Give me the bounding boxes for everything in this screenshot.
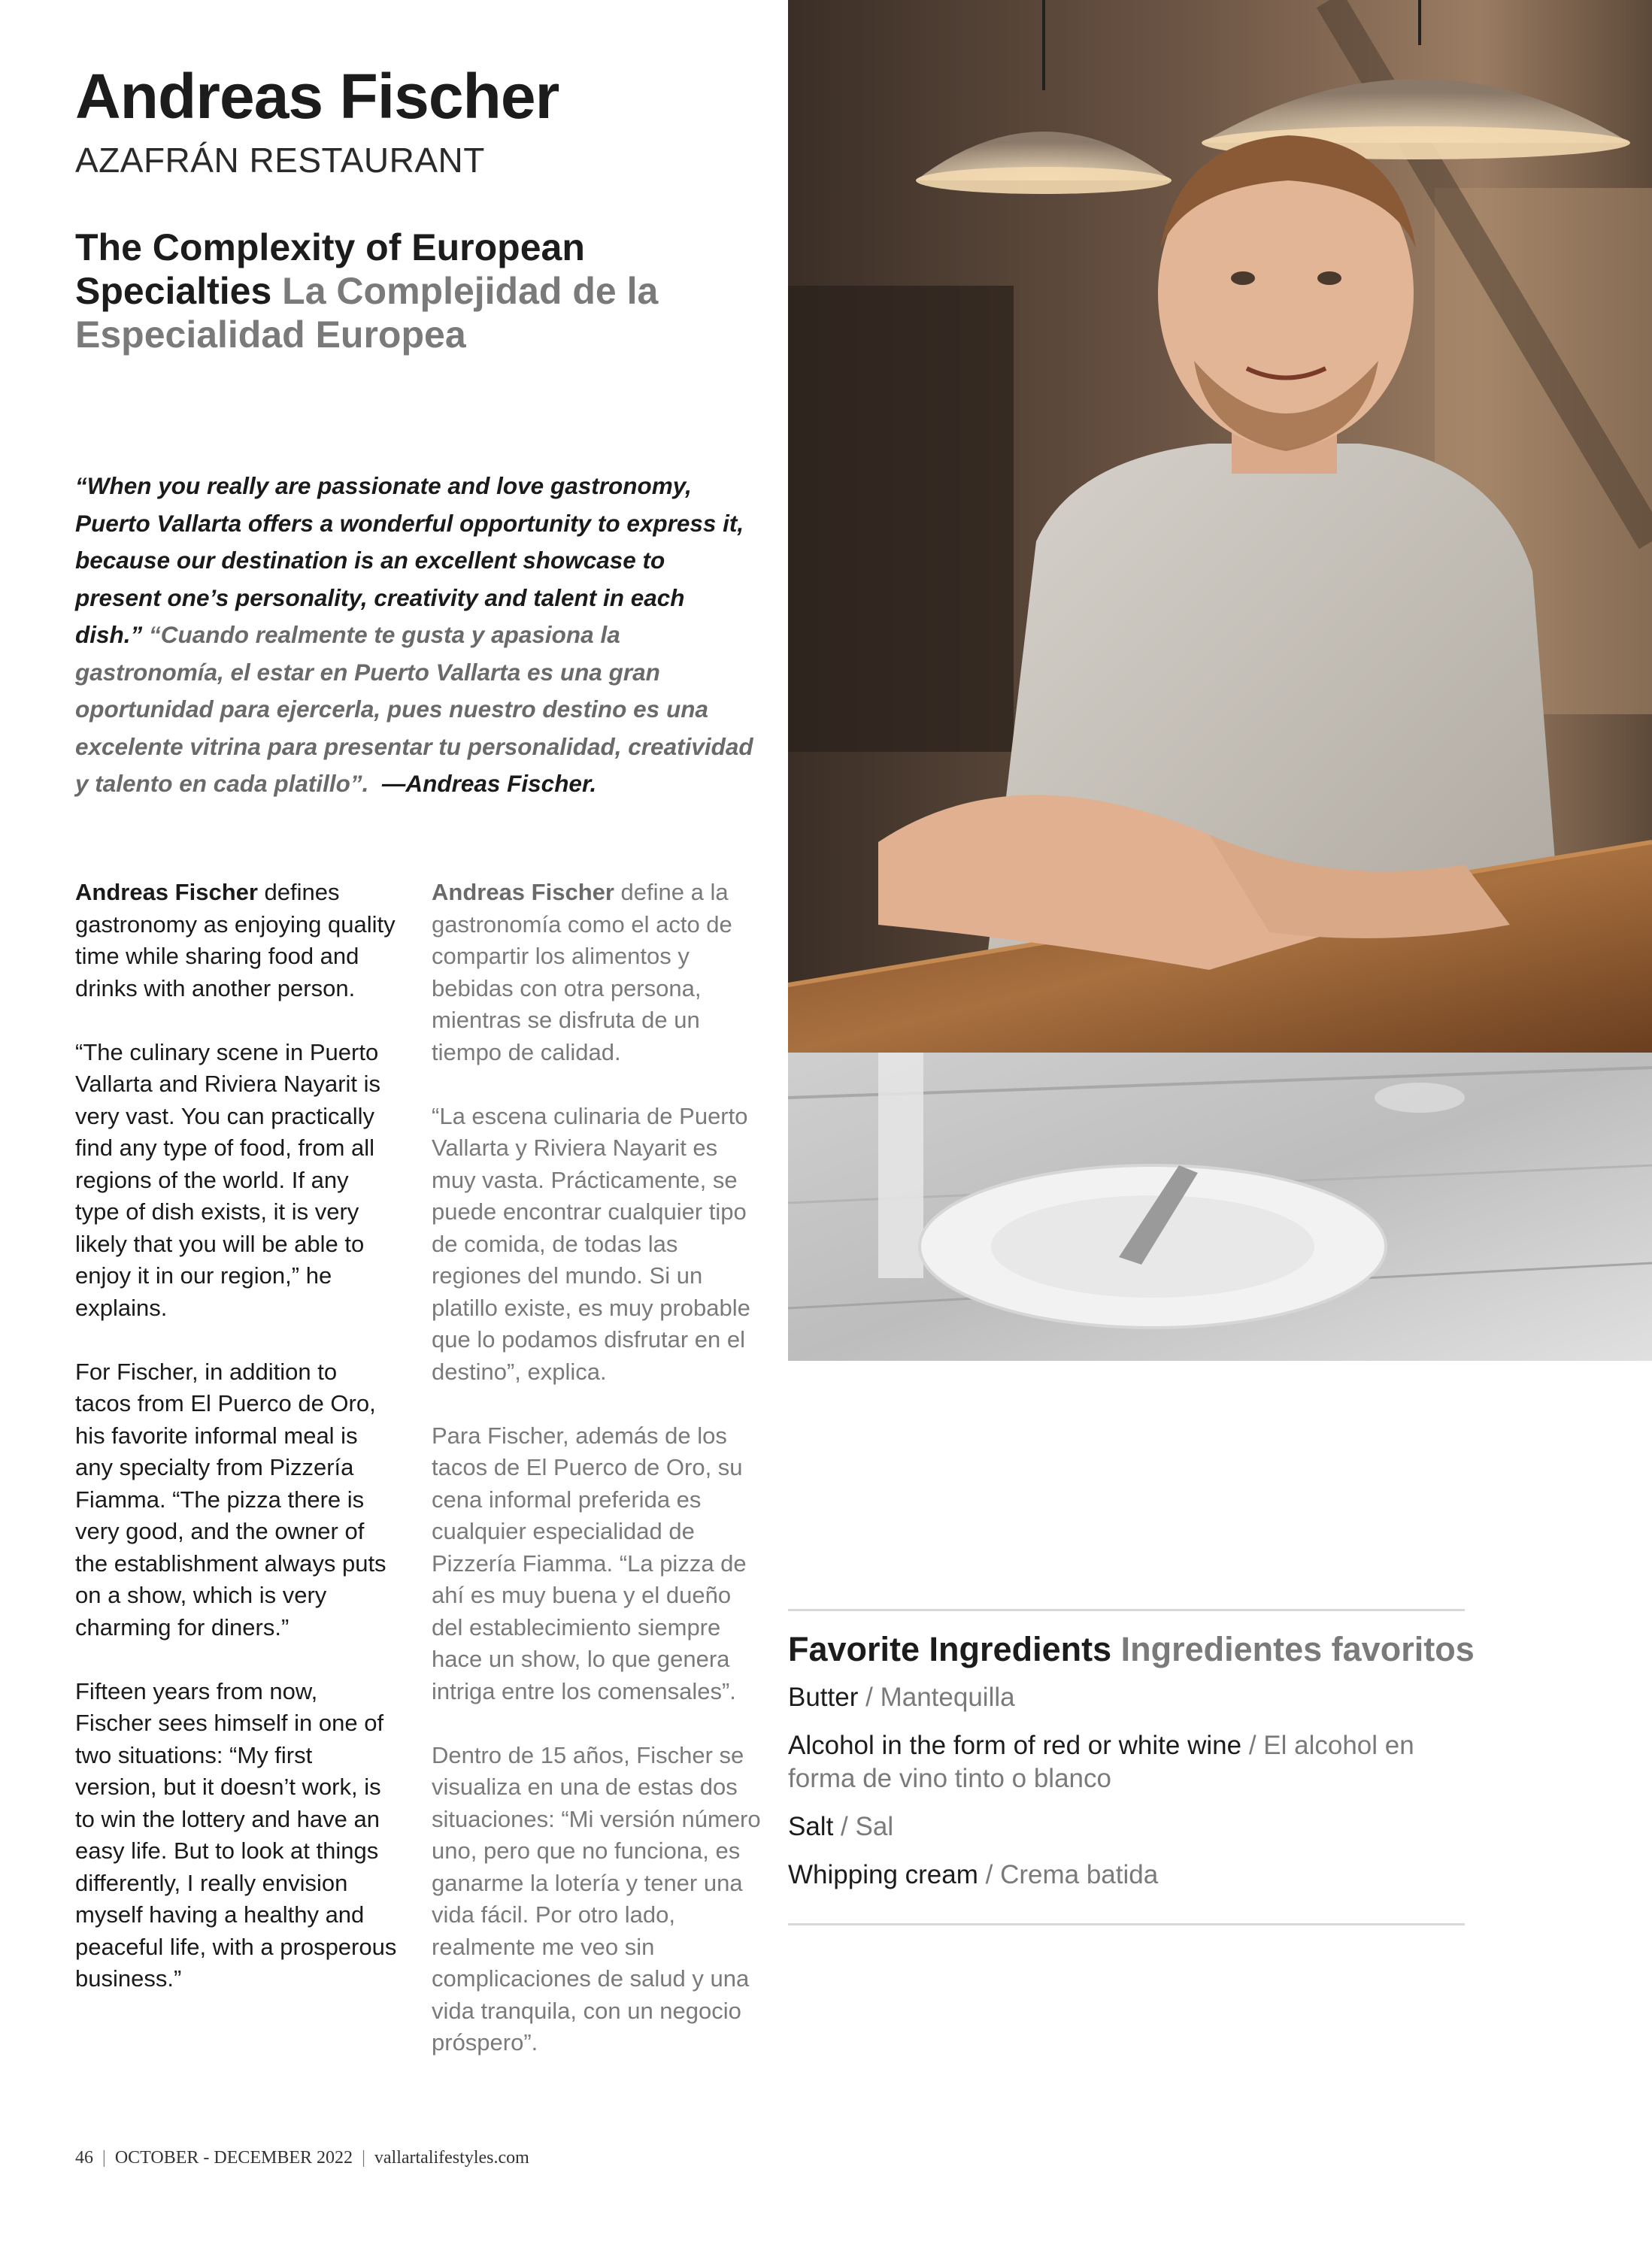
paragraph: Andreas Fischer defines gastronomy as enjoying quality time while sharing food and drinks with another person. — [75, 879, 396, 1001]
paragraph: “La escena culinaria de Puerto Vallarta y Riviera Nayarit es muy vasta. Prácticamente, se puede encontrar cualquier tipo de comida, de todas las regiones del mundo. Si un platillo existe, es muy probable que lo podamos disfrutar en el destino”, explica. — [432, 1102, 750, 1385]
chef-name-inline: Andreas Fischer — [75, 879, 258, 905]
pull-quote — [75, 468, 756, 803]
chef-name: Andreas Fischer — [75, 61, 559, 132]
favorites-title-en: Favorite Ingredients — [788, 1630, 1112, 1668]
paragraph: For Fischer, in addition to tacos from El Puerco de Oro, his favorite informal meal is any specialty from Pizzería Fiamma. “The pizza there is very good, and the owner of the establishment always puts on a show, which is very charming for diners.” — [75, 1358, 386, 1641]
divider-top — [788, 1609, 1465, 1611]
ingredient-item: Butter / Mantequilla — [788, 1683, 1015, 1712]
favorite-ingredients-title — [788, 1630, 1475, 1669]
quote-es: “Cuando realmente te gusta y apasiona la gastronomía, el estar en Puerto Vallarta es una gran oportunidad para ejercerla, pues nuestro destino es una excelente vitrina para presentar tu personalidad, creatividad y talento en cada platillo”. — [75, 621, 753, 797]
page-number: 46 — [75, 2148, 93, 2168]
restaurant-name: AZAFRÁN RESTAURANT — [75, 141, 485, 180]
ingredient-item: Alcohol in the form of red or white wine / El alcohol en forma de vino tinto o blanco — [788, 1731, 1414, 1793]
issue-date: OCTOBER - DECEMBER 2022 — [114, 2148, 353, 2168]
paragraph: Andreas Fischer define a la gastronomía como el acto de compartir los alimentos y bebidas con otra persona, mientras se disfruta de un tiempo de calidad. — [432, 879, 732, 1065]
body-column-spanish — [432, 877, 762, 2091]
paragraph: “The culinary scene in Puerto Vallarta and Riviera Nayarit is very vast. You can practically find any type of food, from all regions of the world. If any type of dish exists, it is very likely that you will be able to enjoy it in our region,” he explains. — [75, 1038, 381, 1321]
table-plate-photo — [788, 1053, 1652, 1361]
title-es: La Complejidad de la Especialidad Europea — [75, 270, 659, 356]
favorites-title-es: Ingredientes favoritos — [1120, 1630, 1475, 1668]
chef-portrait-photo — [788, 0, 1652, 1053]
article-title — [75, 226, 737, 356]
paragraph: Para Fischer, además de los tacos de El Puerco de Oro, su cena informal preferida es cualquier especialidad de Pizzería Fiamma. “La pizza de ahí es muy buena y el dueño del establecimiento siempre hace un show, lo que genera intriga entre los comensales”. — [432, 1422, 747, 1704]
paragraph: Fifteen years from now, Fischer sees himself in one of two situations: “My first version, but it doesn’t work, is to win the lottery and have an easy life. But to look at things differently, I really envision myself having a healthy and peaceful life, with a prosperous business.” — [75, 1677, 397, 1992]
website-link[interactable]: vallartalifestyles.com — [374, 2148, 529, 2168]
ingredient-item: Salt / Sal — [788, 1812, 894, 1841]
quote-en: “When you really are passionate and love gastronomy, Puerto Vallarta offers a wonderful opportunity to express it, because our destination is an excellent showcase to present one’s personality, creativity and talent in each dish.” — [75, 472, 744, 648]
body-column-english — [75, 877, 399, 2027]
title-en: The Complexity of European Specialties — [75, 226, 585, 312]
paragraph: Dentro de 15 años, Fischer se visualiza en una de estas dos situaciones: “Mi versión número uno, pero que no funciona, es ganarme la lotería y tener una vida fácil. Por otro lado, realmente me veo sin complicaciones de salud y una vida tranquila, con un negocio próspero”. — [432, 1741, 761, 2056]
divider-bottom — [788, 1923, 1465, 1925]
ingredient-item: Whipping cream / Crema batida — [788, 1860, 1159, 1889]
ingredient-list — [788, 1681, 1465, 1907]
page-footer: 46 | OCTOBER - DECEMBER 2022 | vallartalifestyles.com — [75, 2148, 529, 2168]
chef-name-inline: Andreas Fischer — [432, 879, 614, 905]
quote-attribution: —Andreas Fischer. — [381, 770, 597, 797]
